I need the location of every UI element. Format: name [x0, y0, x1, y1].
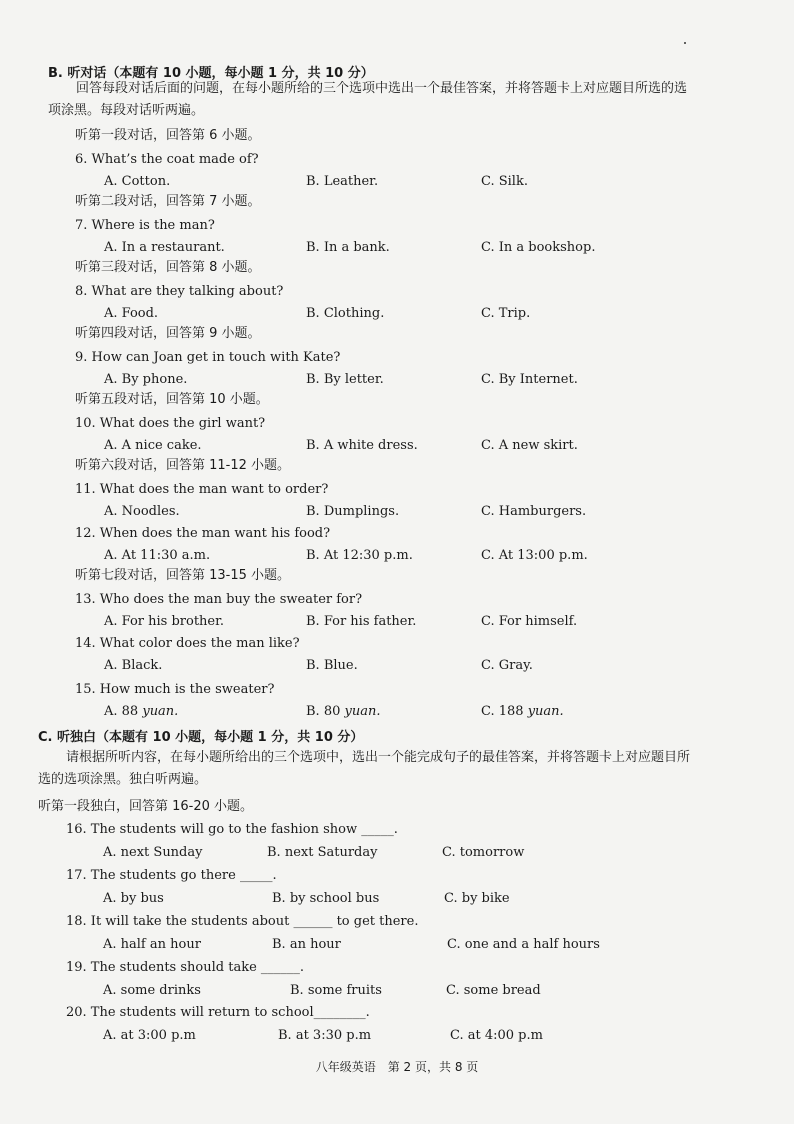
question-text: 6. What’s the coat made of?: [75, 152, 259, 167]
section-b-instruction: 回答每段对话后面的问题，在每小题所给的三个选项中选出一个最佳答案，并将答题卡上对应题目所选的选项涂黑。每段对话听两遍。: [48, 81, 688, 118]
option-a-label: A. A nice cake.: [104, 438, 202, 453]
option-c-label: C. Silk.: [481, 174, 528, 189]
option-a-label: A. Noodles.: [104, 504, 180, 519]
option-b: B. at 3:30 p.m: [278, 1028, 372, 1043]
listening-note: 听第四段对话，回答第 9 小题。: [75, 326, 261, 341]
listening-note: 听第五段对话，回答第 10 小题。: [75, 392, 269, 407]
listening-note: 听第三段对话，回答第 8 小题。: [75, 260, 261, 275]
option-c-label: C. In a bookshop.: [481, 240, 596, 255]
option-b-label: B. Clothing.: [306, 306, 385, 321]
question-text: 9. How can Joan get in touch with Kate?: [75, 350, 341, 365]
option-a: [104, 614, 224, 630]
option-b: [306, 704, 381, 720]
option-a: [104, 548, 210, 564]
option-b: [306, 658, 358, 674]
option-c: C. at 4:00 p.m: [450, 1028, 543, 1043]
option-c: C. tomorrow: [442, 845, 525, 860]
option-b: [306, 372, 384, 388]
option-a-label: A. For his brother.: [104, 614, 225, 629]
option-a: A. half an hour: [103, 937, 201, 952]
option-a-label: A. Cotton.: [104, 174, 171, 189]
option-b-label: B. 80: [306, 704, 341, 719]
page-footer: 八年级英语 第 2 页，共 8 页: [315, 1060, 479, 1074]
option-a: [104, 438, 202, 454]
option-b-label: B. At 12:30 p.m.: [306, 548, 413, 563]
question-text: 11. What does the man want to order?: [75, 482, 329, 497]
option-b-label: B. Blue.: [306, 658, 358, 673]
listening-note: 听第二段对话，回答第 7 小题。: [75, 194, 261, 209]
option-a: A. some drinks: [103, 983, 201, 998]
option-b-label: B. In a bank.: [306, 240, 390, 255]
option-b-label: B. Leather.: [306, 174, 379, 189]
option-c-label: C. Hamburgers.: [481, 504, 587, 519]
option-b: B. some fruits: [290, 983, 382, 998]
option-b: [306, 306, 384, 322]
option-c: [481, 548, 588, 564]
section-c-heading: C. 听独白（本题有 10 小题，每小题 1 分，共 10 分）: [38, 730, 364, 745]
option-c: [481, 438, 578, 454]
option-c: [481, 306, 530, 322]
option-c-label: C. Trip.: [481, 306, 531, 321]
question-text: 15. How much is the sweater?: [75, 682, 275, 697]
question-text: 19. The students should take ______.: [66, 960, 305, 975]
currency-unit: yuan.: [527, 704, 564, 719]
option-c: C. by bike: [444, 891, 510, 906]
option-a-label: A. 88: [104, 704, 139, 719]
option-b: B. an hour: [272, 937, 341, 952]
section-c-note: 听第一段独白，回答第 16-20 小题。: [38, 799, 254, 814]
option-c: [481, 704, 564, 720]
option-c: [481, 504, 586, 520]
option-c: [481, 372, 578, 388]
option-a: [104, 240, 225, 256]
option-c-label: C. Gray.: [481, 658, 533, 673]
option-c-label: C. By Internet.: [481, 372, 578, 387]
option-c: [481, 174, 528, 190]
option-b-label: B. For his father.: [306, 614, 417, 629]
section-b-heading: B. 听对话（本题有 10 小题，每小题 1 分，共 10 分）: [48, 66, 374, 81]
listening-note: 听第一段对话，回答第 6 小题。: [75, 128, 261, 143]
option-a-label: A. Black.: [104, 658, 163, 673]
option-a-label: A. Food.: [104, 306, 159, 321]
question-text: 14. What color does the man like?: [75, 636, 300, 651]
question-text: 16. The students will go to the fashion show _____.: [66, 822, 398, 837]
option-b: [306, 174, 378, 190]
option-c: C. some bread: [446, 983, 541, 998]
option-c: [481, 614, 577, 630]
option-c: C. one and a half hours: [447, 937, 600, 952]
currency-unit: yuan.: [142, 704, 179, 719]
option-c: [481, 658, 533, 674]
option-a: [104, 372, 187, 388]
question-text: 18. It will take the students about ______ to get there.: [66, 914, 419, 929]
option-b: [306, 240, 390, 256]
option-a-label: A. At 11:30 a.m.: [104, 548, 211, 563]
option-b-label: B. By letter.: [306, 372, 384, 387]
question-text: 17. The students go there _____.: [66, 868, 277, 883]
listening-note: 听第七段对话，回答第 13-15 小题。: [75, 568, 291, 583]
option-a: A. at 3:00 p.m: [103, 1028, 196, 1043]
option-c-label: C. At 13:00 p.m.: [481, 548, 588, 563]
option-b: B. by school bus: [272, 891, 380, 906]
option-a: [104, 504, 180, 520]
option-b: [306, 504, 399, 520]
question-text: 12. When does the man want his food?: [75, 526, 331, 541]
question-text: 8. What are they talking about?: [75, 284, 284, 299]
listening-note: 听第六段对话，回答第 11-12 小题。: [75, 458, 291, 473]
option-a-label: A. By phone.: [104, 372, 188, 387]
option-a: [104, 658, 162, 674]
option-c-label: C. A new skirt.: [481, 438, 578, 453]
option-b: [306, 438, 418, 454]
option-a: [104, 704, 178, 720]
scan-speck: [684, 42, 686, 44]
option-c: [481, 240, 595, 256]
option-b: B. next Saturday: [267, 845, 378, 860]
option-c-label: C. 188: [481, 704, 524, 719]
option-c-label: C. For himself.: [481, 614, 578, 629]
option-a: [104, 174, 170, 190]
option-b-label: B. A white dress.: [306, 438, 418, 453]
question-text: 20. The students will return to school________.: [66, 1005, 370, 1020]
option-a: [104, 306, 158, 322]
question-text: 7. Where is the man?: [75, 218, 215, 233]
option-b: [306, 548, 413, 564]
question-text: 13. Who does the man buy the sweater for?: [75, 592, 363, 607]
option-b: [306, 614, 416, 630]
option-b-label: B. Dumplings.: [306, 504, 400, 519]
option-a: A. by bus: [103, 891, 164, 906]
option-a-label: A. In a restaurant.: [104, 240, 225, 255]
question-text: 10. What does the girl want?: [75, 416, 266, 431]
section-c-instruction: 请根据所听内容，在每小题所给出的三个选项中，选出一个能完成句子的最佳答案，并将答题卡上对应题目所选的选项涂黑。独白听两遍。: [38, 750, 691, 787]
currency-unit: yuan.: [344, 704, 381, 719]
option-a: A. next Sunday: [103, 845, 203, 860]
